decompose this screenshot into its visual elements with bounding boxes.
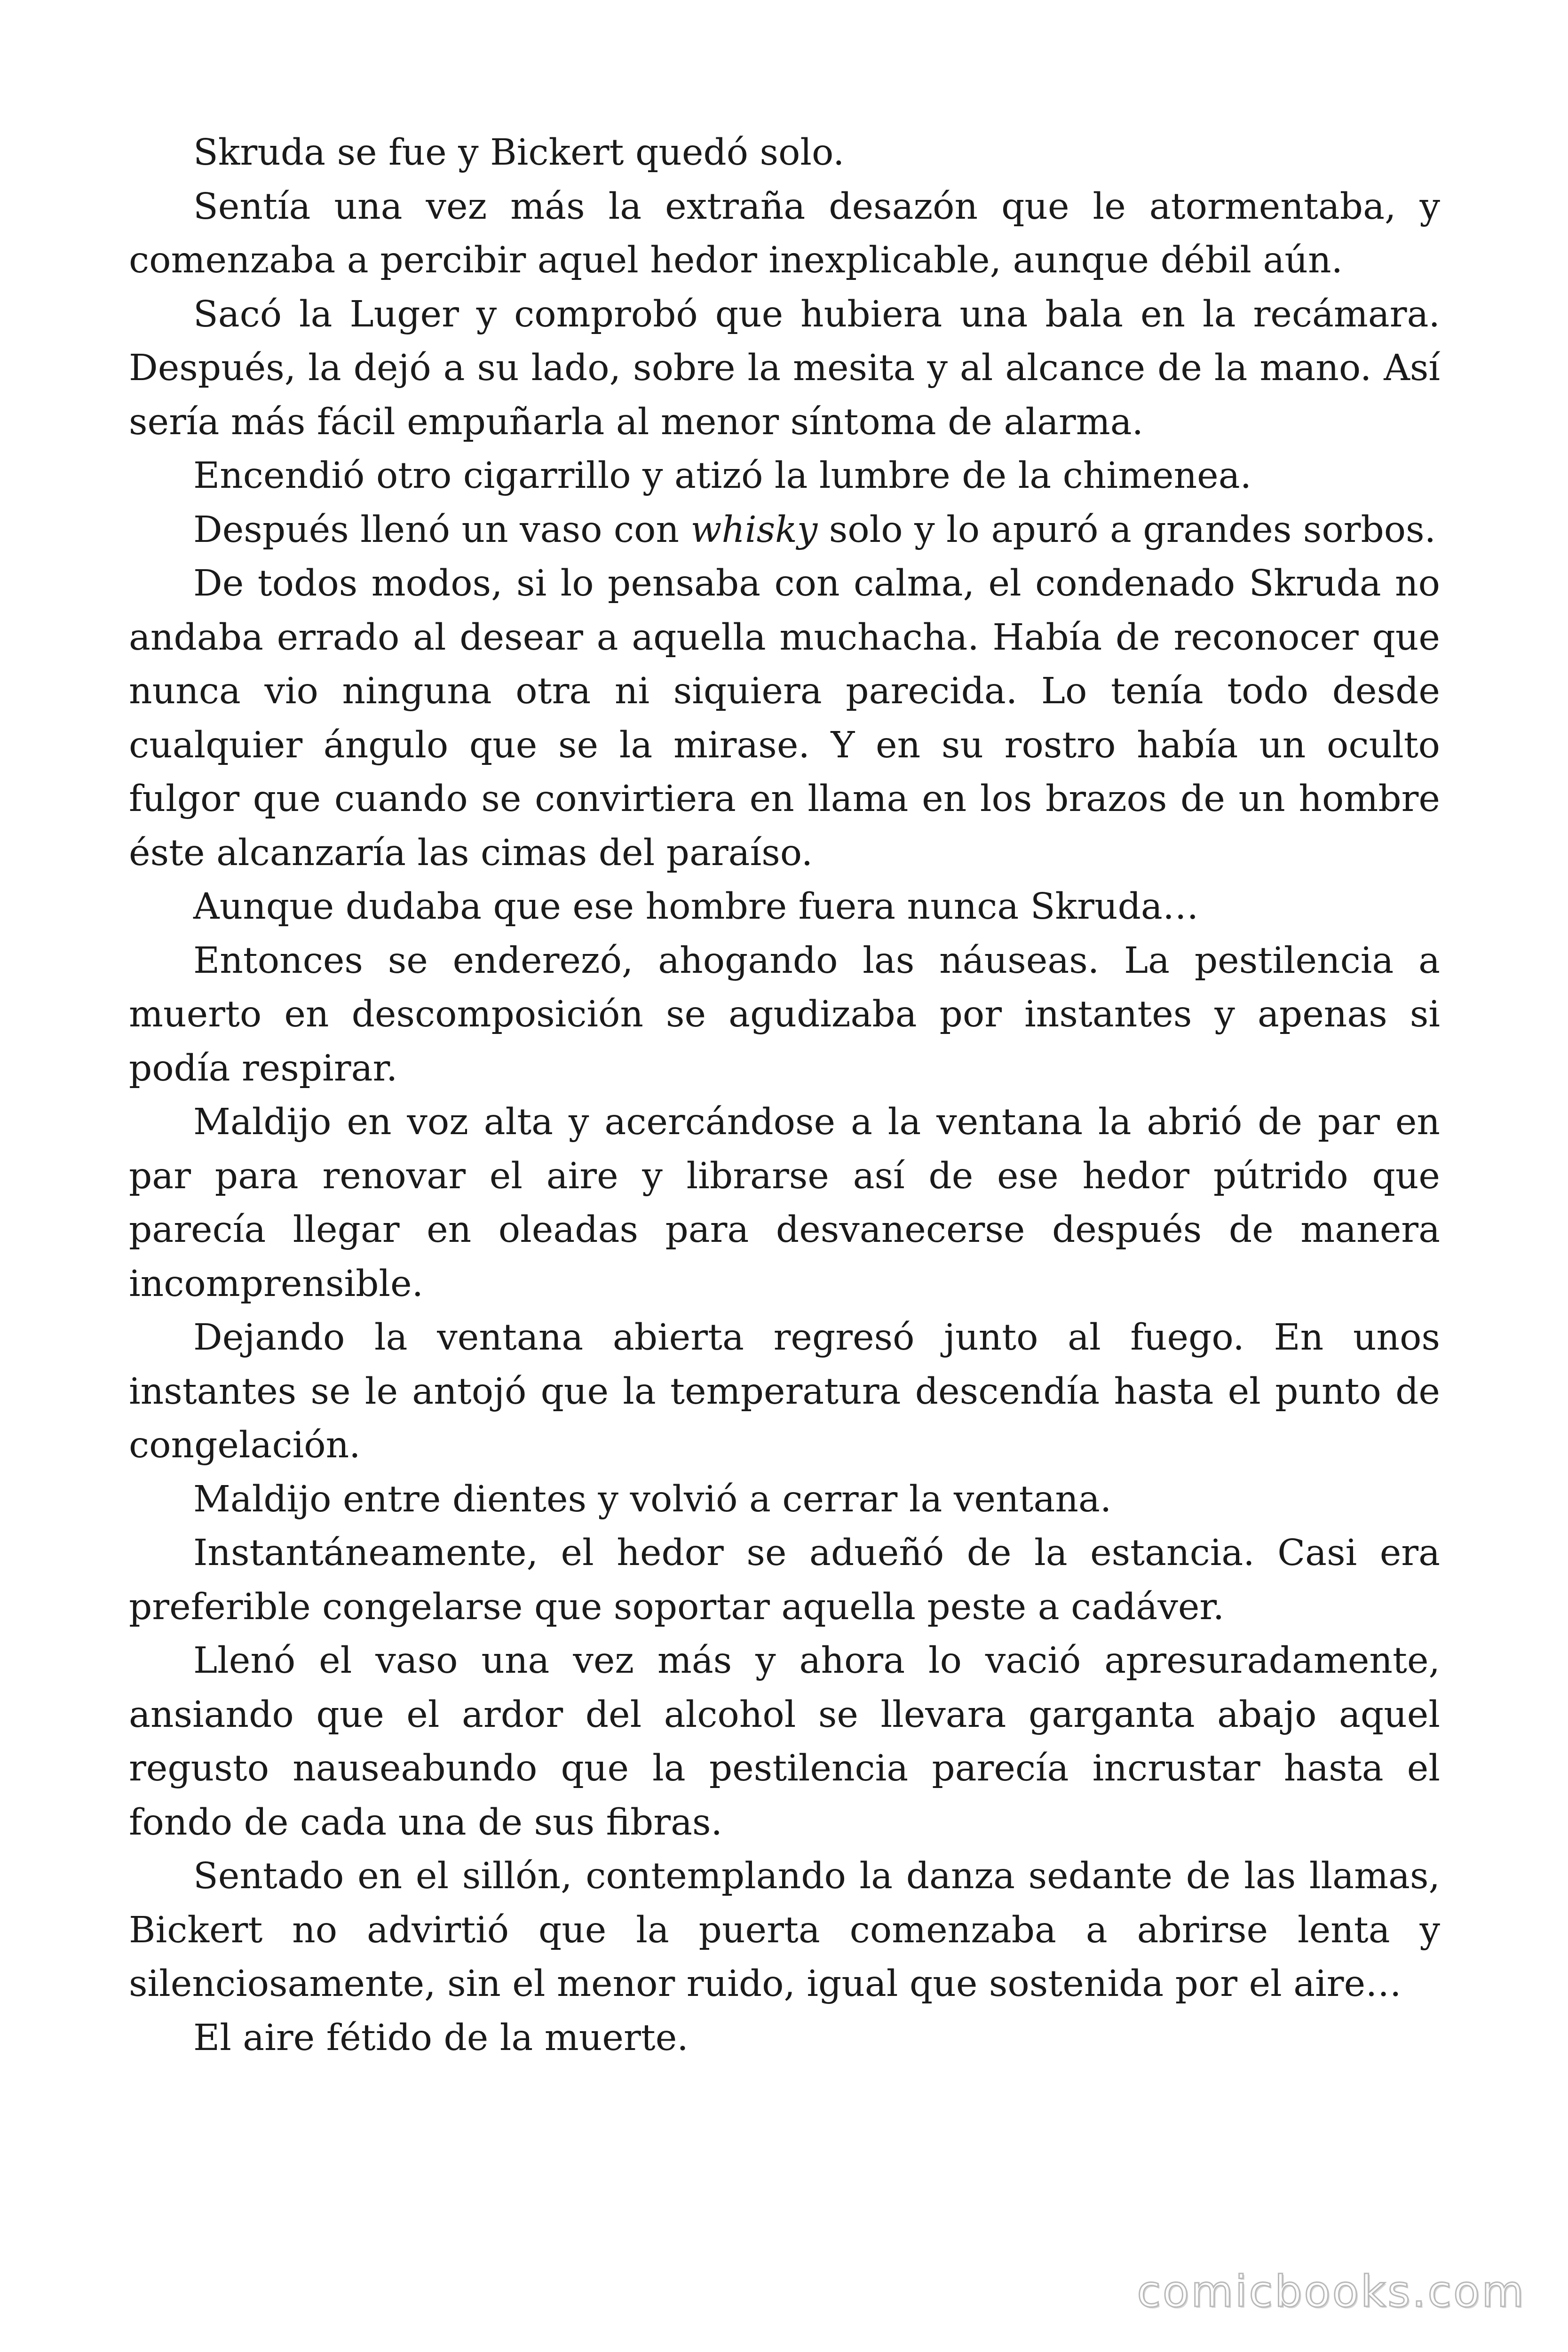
paragraph-12: Instantáneamente, el hedor se adueñó de la estancia. Casi era preferible congelarse que soportar aquella peste a cadáver. (129, 1532, 1440, 1628)
paragraph-5 (129, 503, 1440, 557)
paragraph-4: Encendió otro cigarrillo y atizó la lumbre de la chimenea. (193, 455, 1252, 497)
paragraph-11: Maldijo entre dientes y volvió a cerrar la ventana. (193, 1478, 1112, 1520)
paragraph-15: El aire fétido de la muerte. (193, 2017, 689, 2059)
paragraph-3: Sacó la Luger y comprobó que hubiera una bala en la recámara. Después, la dejó a su lado, sobre la mesita y al alcance de la mano. Así sería más fácil empuñarla al menor síntoma de alarma. (129, 293, 1440, 443)
paragraph-9: Maldijo en voz alta y acercándose a la ventana la abrió de par en par para renovar el aire y librarse así de ese hedor pútrido que parecía llegar en oleadas para desvanecerse después de manera incomprensible. (129, 1101, 1440, 1305)
italic-word: whisky (690, 509, 818, 551)
paragraph-2: Sentía una vez más la extraña desazón que le atormentaba, y comenzaba a percibir aquel hedor inexplicable, aunque débil aún. (129, 185, 1440, 281)
paragraph-13: Llenó el vaso una vez más y ahora lo vació apresuradamente, ansiando que el ardor del alcohol se llevara garganta abajo aquel regusto nauseabundo que la pestilencia parecía incrustar hasta el fondo de cada una de sus fibras. (129, 1640, 1440, 1843)
paragraph-5-after: solo y lo apuró a grandes sorbos. (817, 509, 1436, 551)
paragraph-10: Dejando la ventana abierta regresó junto al fuego. En unos instantes se le antojó que la temperatura descendía hasta el punto de congelación. (129, 1317, 1440, 1466)
body-text (129, 126, 1440, 2065)
paragraph-14: Sentado en el sillón, contemplando la danza sedante de las llamas, Bickert no advirtió que la puerta comenzaba a abrirse lenta y silenciosamente, sin el menor ruido, igual que sostenida por el aire… (129, 1855, 1440, 2005)
paragraph-8: Entonces se enderezó, ahogando las náuseas. La pestilencia a muerto en descomposición se agudizaba por instantes y apenas si podía respirar. (129, 939, 1440, 1089)
watermark-text: comicbooks.com (1137, 2266, 1526, 2317)
paragraph-7: Aunque dudaba que ese hombre fuera nunca Skruda… (193, 886, 1199, 928)
paragraph-5-before: Después llenó un vaso con (193, 509, 691, 551)
paragraph-6: De todos modos, si lo pensaba con calma, el condenado Skruda no andaba errado al desear a aquella muchacha. Había de reconocer que nunca vio ninguna otra ni siquiera parecida. Lo tenía todo desde cualquier ángulo que se la mirase. Y en su rostro había un oculto fulgor que cuando se convirtiera en llama en los brazos de un hombre éste alcanzaría las cimas del paraíso. (129, 563, 1440, 874)
paragraph-1: Skruda se fue y Bickert quedó solo. (193, 132, 845, 174)
